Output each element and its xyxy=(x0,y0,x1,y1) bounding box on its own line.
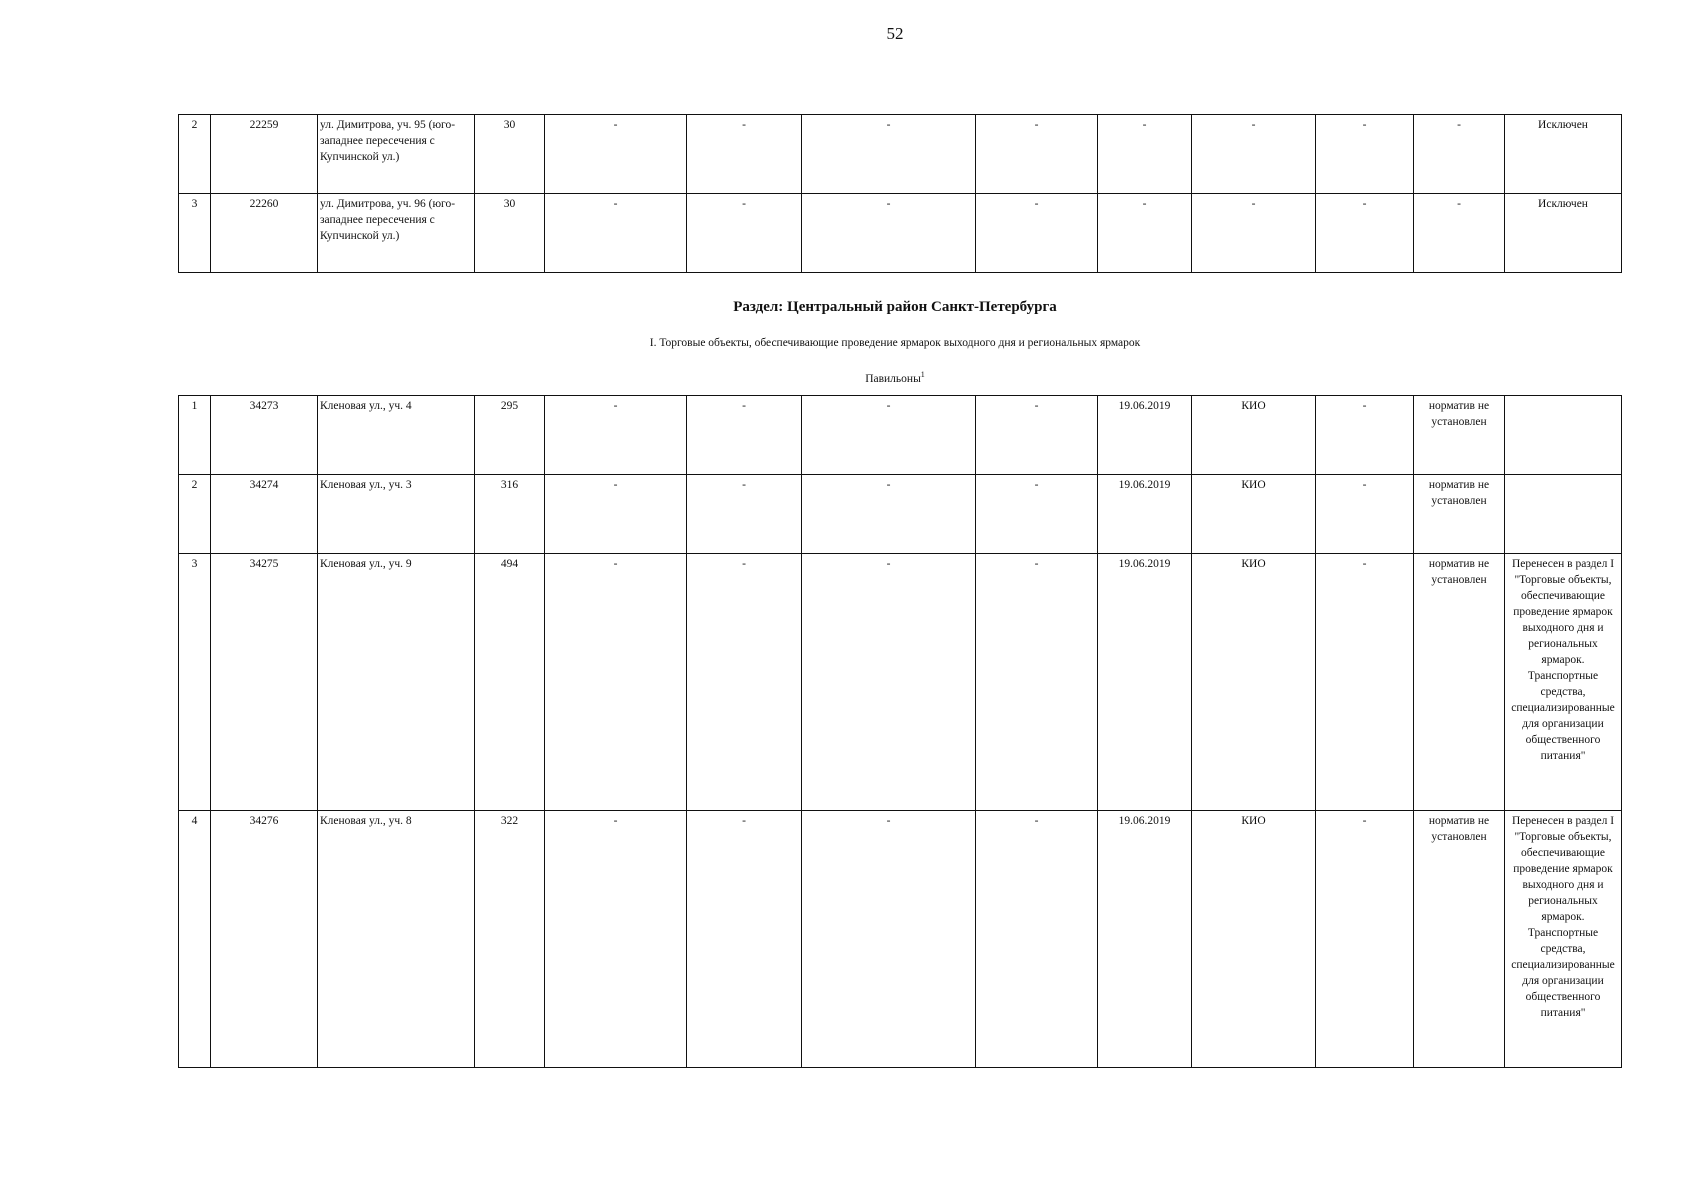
cell: - xyxy=(1414,115,1505,194)
cell: - xyxy=(687,475,802,554)
cell-org: КИО xyxy=(1192,554,1316,811)
cell-no: 1 xyxy=(179,396,211,475)
cell-note: Исключен xyxy=(1505,194,1622,273)
subsubtitle-text: Павильоны xyxy=(865,372,921,385)
cell-org: КИО xyxy=(1192,396,1316,475)
cell: - xyxy=(1192,194,1316,273)
cell: - xyxy=(687,396,802,475)
cell: - xyxy=(1192,115,1316,194)
cell: - xyxy=(545,115,687,194)
cell-date: 19.06.2019 xyxy=(1098,475,1192,554)
cell: - xyxy=(802,115,976,194)
cell-id: 34273 xyxy=(211,396,318,475)
cell-id: 22259 xyxy=(211,115,318,194)
cell: - xyxy=(1316,115,1414,194)
cell: - xyxy=(976,396,1098,475)
cell-norm: норматив не установлен xyxy=(1414,396,1505,475)
cell-address: ул. Димитрова, уч. 96 (юго-западнее пересечения с Купчинской ул.) xyxy=(318,194,475,273)
section-title: Раздел: Центральный район Санкт-Петербурга xyxy=(733,299,1057,315)
cell-address: ул. Димитрова, уч. 95 (юго-западнее пересечения с Купчинской ул.) xyxy=(318,115,475,194)
cell: - xyxy=(976,554,1098,811)
cell: - xyxy=(545,554,687,811)
cell: - xyxy=(802,194,976,273)
cell-id: 34275 xyxy=(211,554,318,811)
cell-area: 322 xyxy=(475,811,545,1068)
cell: - xyxy=(687,194,802,273)
cell: - xyxy=(545,194,687,273)
cell-id: 34276 xyxy=(211,811,318,1068)
cell: - xyxy=(802,475,976,554)
table-row xyxy=(179,475,1622,554)
main-table xyxy=(178,395,1622,1068)
cell: - xyxy=(545,811,687,1068)
cell-norm: норматив не установлен xyxy=(1414,811,1505,1068)
cell: - xyxy=(1316,475,1414,554)
cell-no: 2 xyxy=(179,475,211,554)
cell-date: 19.06.2019 xyxy=(1098,811,1192,1068)
cell: - xyxy=(976,811,1098,1068)
cell-address: Кленовая ул., уч. 3 xyxy=(318,475,475,554)
cell-norm: норматив не установлен xyxy=(1414,475,1505,554)
cell-area: 316 xyxy=(475,475,545,554)
cell-area: 494 xyxy=(475,554,545,811)
cell-area: 295 xyxy=(475,396,545,475)
section-subtitle: I. Торговые объекты, обеспечивающие проведение ярмарок выходного дня и региональных ярмарок xyxy=(649,337,1141,349)
cell: - xyxy=(1098,115,1192,194)
cell-address: Кленовая ул., уч. 8 xyxy=(318,811,475,1068)
cell-note: Перенесен в раздел I "Торговые объекты, обеспечивающие проведение ярмарок выходного дня и региональных ярмарок. Транспортные средства, специализированные для организации общественного питания" xyxy=(1505,811,1622,1068)
cell-no: 3 xyxy=(179,194,211,273)
cell: - xyxy=(1098,194,1192,273)
cell: - xyxy=(687,115,802,194)
table-row xyxy=(179,115,1622,194)
cell: - xyxy=(802,811,976,1068)
cell-note xyxy=(1505,396,1622,475)
cell-note: Перенесен в раздел I "Торговые объекты, обеспечивающие проведение ярмарок выходного дня и региональных ярмарок. Транспортные средства, специализированные для организации общественного питания" xyxy=(1505,554,1622,811)
table-row xyxy=(179,396,1622,475)
cell-no: 4 xyxy=(179,811,211,1068)
cell-org: КИО xyxy=(1192,811,1316,1068)
cell-note: Исключен xyxy=(1505,115,1622,194)
cell-id: 22260 xyxy=(211,194,318,273)
cell: - xyxy=(1316,194,1414,273)
table-row xyxy=(179,554,1622,811)
cell-org: КИО xyxy=(1192,475,1316,554)
cell-no: 2 xyxy=(179,115,211,194)
cell: - xyxy=(802,396,976,475)
cell: - xyxy=(802,554,976,811)
cell: - xyxy=(1316,554,1414,811)
cell: - xyxy=(687,811,802,1068)
section-subsubtitle xyxy=(0,370,1697,385)
cell: - xyxy=(976,194,1098,273)
footnote-mark: 1 xyxy=(920,370,925,379)
cell: - xyxy=(545,396,687,475)
cell-area: 30 xyxy=(475,194,545,273)
cell: - xyxy=(545,475,687,554)
cell: - xyxy=(1316,811,1414,1068)
page-number: 52 xyxy=(886,24,904,43)
cell-note xyxy=(1505,475,1622,554)
cell-no: 3 xyxy=(179,554,211,811)
cell: - xyxy=(976,475,1098,554)
cell-date: 19.06.2019 xyxy=(1098,396,1192,475)
table-row xyxy=(179,194,1622,273)
cell: - xyxy=(1414,194,1505,273)
top-table xyxy=(178,114,1622,273)
cell-area: 30 xyxy=(475,115,545,194)
cell: - xyxy=(976,115,1098,194)
cell-address: Кленовая ул., уч. 4 xyxy=(318,396,475,475)
cell-id: 34274 xyxy=(211,475,318,554)
cell-address: Кленовая ул., уч. 9 xyxy=(318,554,475,811)
cell-norm: норматив не установлен xyxy=(1414,554,1505,811)
cell: - xyxy=(1316,396,1414,475)
table-row xyxy=(179,811,1622,1068)
cell-date: 19.06.2019 xyxy=(1098,554,1192,811)
cell: - xyxy=(687,554,802,811)
